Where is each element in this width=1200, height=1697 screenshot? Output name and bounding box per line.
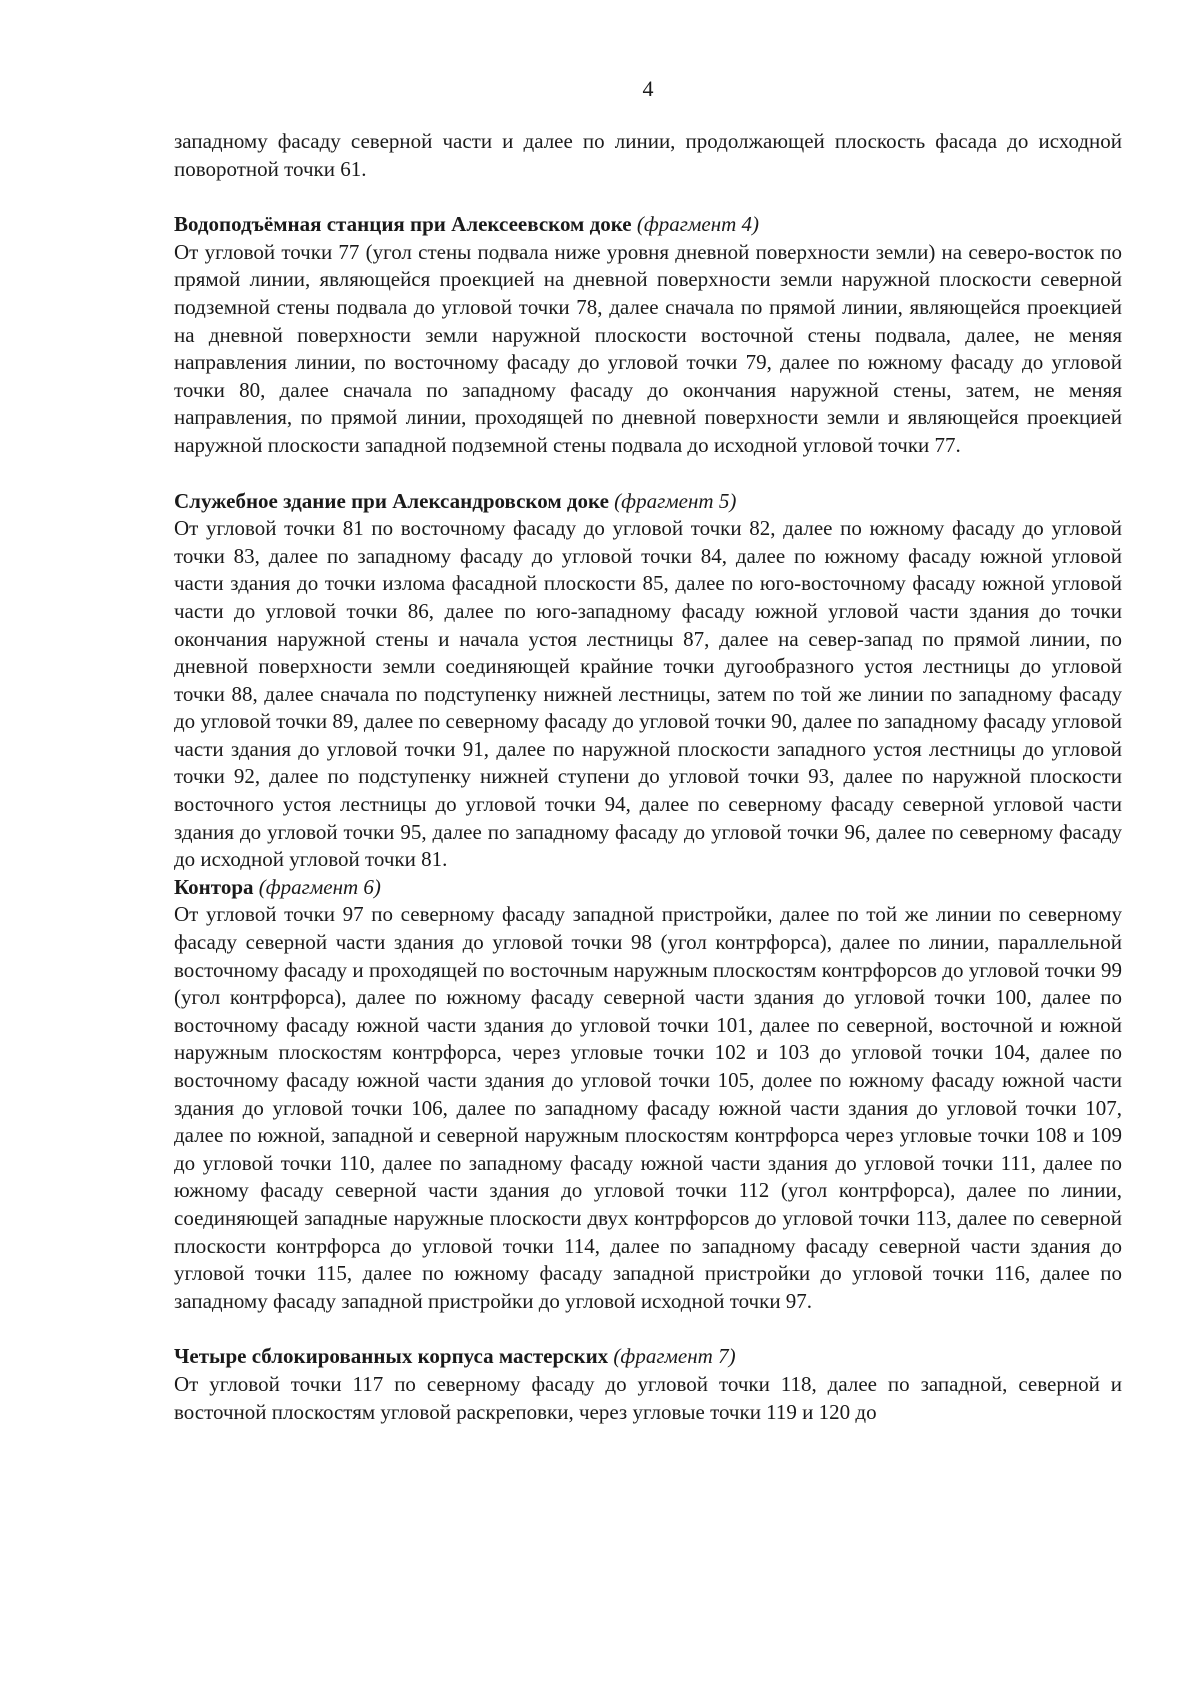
section-paragraph-service-building: От угловой точки 81 по восточному фасаду до угловой точки 82, далее по южному фасаду до угловой точки 83, далее по западному фасаду до угловой точки 84, далее по южному фасаду южной угловой части здания до точки излома фасадной плоскости 85, далее по юго-восточному фасаду южной угловой части до угловой точки 86, далее по юго-западному фасаду южной угловой части здания до точки окончания наружной стены и начала устоя лестницы 87, далее на север-запад по прямой линии, по дневной поверхности земли соединяющей крайние точки дугообразного устоя лестницы до угловой точки 88, далее сначала по подступенку нижней лестницы, затем по той же линии по западному фасаду до угловой точки 89, далее по северному фасаду до угловой точки 90, далее по западному фасаду угловой части здания до угловой точки 91, далее по наружной плоскости западного устоя лестницы до угловой точки 92, далее по подступенку нижней ступени до угловой точки 93, далее по наружной плоскости восточного устоя лестницы до угловой точки 94, далее по северному фасаду северной угловой части здания до угловой точки 95, далее по западному фасаду до угловой точки 96, далее по северному фасаду до исходной угловой точки 81.: [174, 516, 1122, 872]
page-number: 4: [642, 76, 654, 101]
document-body: [174, 128, 1122, 1426]
section-paragraph-office: От угловой точки 97 по северному фасаду западной пристройки, далее по той же линии по северному фасаду северной части здания до угловой точки 98 (угол контрфорса), далее по линии, параллельной восточному фасаду и проходящей по восточным наружным плоскостям контрфорсов до угловой точки 99 (угол контрфорса), далее по южному фасаду северной части здания до угловой точки 100, далее по восточному фасаду южной части здания до угловой точки 101, далее по северной, восточной и южной наружным плоскостям контрфорса, через угловые точки 102 и 103 до угловой точки 104, далее по восточному фасаду южной части здания до угловой точки 105, долее по южному фасаду южной части здания до угловой точки 106, далее по западному фасаду южной части здания до угловой точки 107, далее по южной, западной и северной наружным плоскостям контрфорса через угловые точки 108 и 109 до угловой точки 110, далее по западному фасаду южной части здания до угловой точки 111, далее по южному фасаду северной части здания до угловой точки 112 (угол контрфорса), далее по линии, соединяющей западные наружные плоскости двух контрфорсов до угловой точки 113, далее по северной плоскости контрфорса до угловой точки 114, далее по западному фасаду северной части здания до угловой точки 115, далее по южному фасаду западной пристройки до угловой точки 116, далее по западному фасаду западной пристройки до угловой исходной точки 97.: [174, 902, 1122, 1313]
intro-paragraph: западному фасаду северной части и далее по линии, продолжающей плоскость фасада до исходной поворотной точки 61.: [174, 129, 1122, 181]
section-heading-water-station: [174, 211, 1122, 239]
fragment-label: (фрагмент 4): [636, 212, 760, 237]
section-heading-office: [174, 874, 1122, 902]
section-heading-service-building: [174, 488, 1122, 516]
section-title: Водоподъёмная станция при Алексеевском доке: [174, 212, 632, 237]
section-paragraph-water-station: От угловой точки 77 (угол стены подвала ниже уровня дневной поверхности земли) на северо-восток по прямой линии, являющейся проекцией на дневной поверхности земли наружной плоскости северной подземной стены подвала до угловой точки 78, далее сначала по прямой линии, являющейся проекцией на дневной поверхности земли наружной плоскости восточной стены подвала, далее, не меняя направления линии, по восточному фасаду до угловой точки 79, далее по южному фасаду до угловой точки 80, далее сначала по западному фасаду до окончания наружной стены, затем, не меняя направления, по прямой линии, проходящей по дневной поверхности земли и являющейся проекцией наружной плоскости западной подземной стены подвала до исходной угловой точки 77.: [174, 239, 1122, 457]
section-heading-workshops: [174, 1343, 1122, 1371]
section-title: Четыре сблокированных корпуса мастерских: [174, 1344, 609, 1369]
section-title: Контора: [174, 874, 254, 899]
fragment-label: (фрагмент 7): [613, 1344, 736, 1369]
section-paragraph-workshops: От угловой точки 117 по северному фасаду до угловой точки 118, далее по западной, северной и восточной плоскостям угловой раскреповки, через угловые точки 119 и 120 до: [174, 1371, 1122, 1424]
section-title: Служебное здание при Александровском доке: [174, 488, 609, 513]
fragment-label: (фрагмент 5): [614, 488, 737, 513]
fragment-label: (фрагмент 6): [258, 874, 381, 899]
